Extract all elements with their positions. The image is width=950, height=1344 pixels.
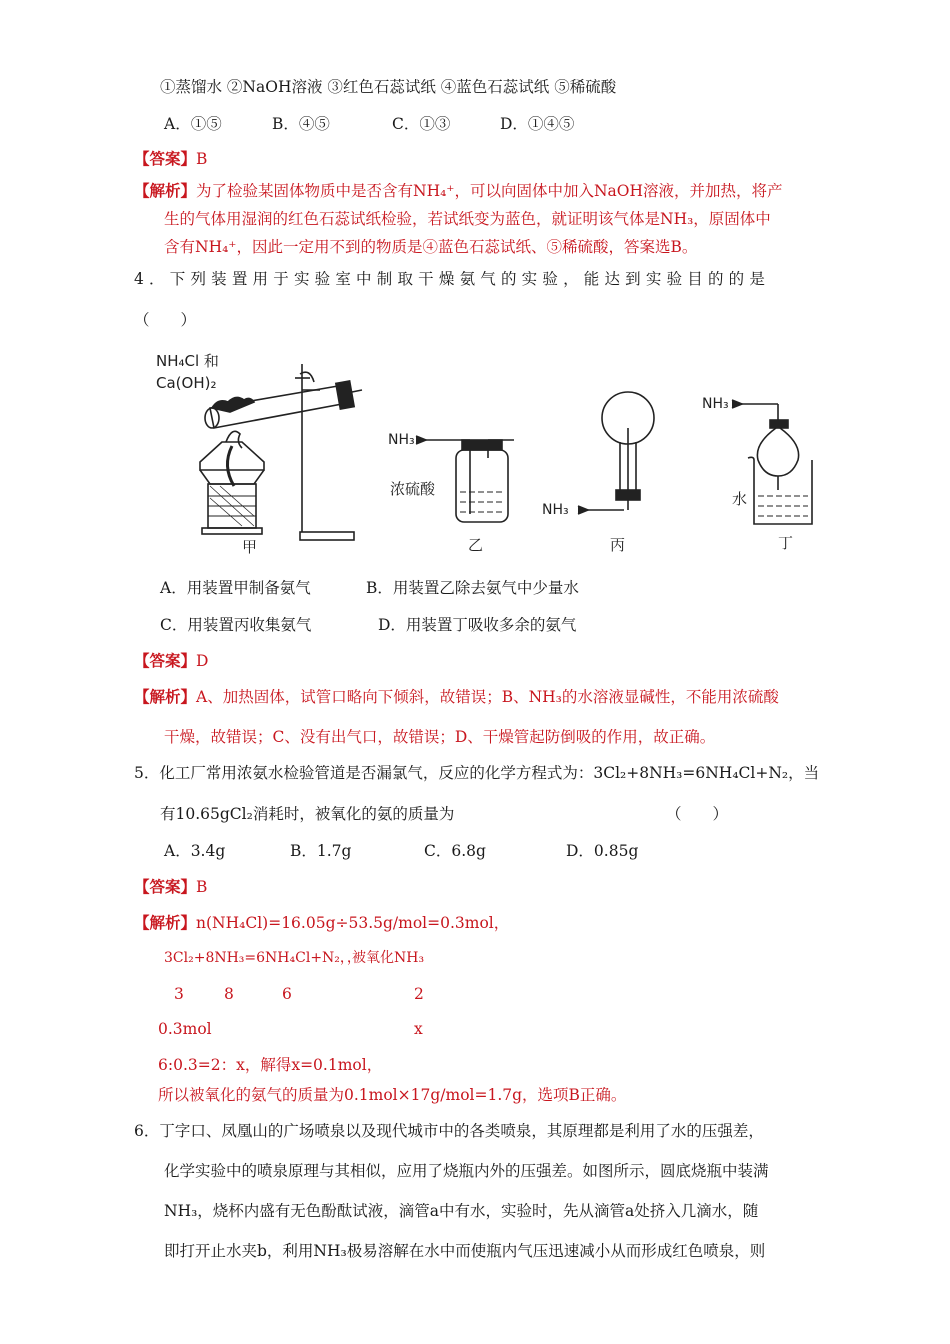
analysis-text: 为了检验某固体物质中是否含有NH₄⁺，可以向固体中加入NaOH溶液，并加热，将产 xyxy=(196,182,783,200)
q5-option-c: C．6.8g xyxy=(424,842,486,860)
q5-stem-line-2: 有10.65gCl₂消耗时，被氧化的氨的质量为 xyxy=(160,805,455,823)
q5-analysis-line-1 xyxy=(134,912,509,934)
q6-line-2: 化学实验中的喷泉原理与其相似，应用了烧瓶内外的压强差。如图所示，圆底烧瓶中装满 xyxy=(164,1162,769,1180)
q5-option-b: B．1.7g xyxy=(290,842,352,860)
jia-label: 甲 xyxy=(242,538,258,556)
answer-label: 【答案】 xyxy=(134,651,197,670)
ding-gas-label: NH₃ xyxy=(702,396,729,412)
q3-analysis-line-3: 含有NH₄⁺，因此一定用不到的物质是④蓝色石蕊试纸、⑤稀硫酸，答案选B。 xyxy=(164,238,698,256)
q3-analysis-line-2: 生的气体用湿润的红色石蕊试纸检验，若试纸变为蓝色，就证明该气体是NH₃，原固体中 xyxy=(164,210,771,228)
q5-unknown: x xyxy=(414,1020,423,1038)
jia-reagent-label-2: Ca(OH)₂ xyxy=(156,374,217,392)
bing-label: 丙 xyxy=(610,536,626,554)
q4-paren: （ ） xyxy=(134,311,197,329)
analysis-text: A、加热固体，试管口略向下倾斜，故错误；B、NH₃的水溶液显碱性，不能用浓硫酸 xyxy=(196,688,779,706)
answer-label: 【答案】 xyxy=(134,877,197,896)
q5-equation-label: 被氧化NH₃ xyxy=(352,950,425,966)
apparatus-figure xyxy=(150,346,830,556)
bing-gas-label: NH₃ xyxy=(542,502,569,518)
q4-option-a: A．用装置甲制备氨气 xyxy=(160,579,311,597)
q4-analysis-line-2: 干燥，故错误；C、没有出气口，故错误；D、干燥管起防倒吸的作用，故正确。 xyxy=(164,728,716,746)
q5-given: 0.3mol xyxy=(158,1020,212,1038)
q5-ratio: 6:0.3=2：x，解得x=0.1mol， xyxy=(158,1056,383,1074)
yi-bottle xyxy=(456,450,508,522)
answer-label: 【答案】 xyxy=(134,149,197,168)
q4-option-c: C．用装置丙收集氨气 xyxy=(160,616,312,634)
q5-coef-oxidized: 2 xyxy=(414,985,424,1003)
q3-option-b: B．④⑤ xyxy=(272,115,330,133)
answer-value: D xyxy=(196,652,209,670)
q5-answer xyxy=(134,876,207,898)
analysis-text: n(NH₄Cl)=16.05g÷53.5g/mol=0.3mol， xyxy=(196,914,510,932)
q3-option-d: D．①④⑤ xyxy=(500,115,575,133)
q3-items: ①蒸馏水 ②NaOH溶液 ③红色石蕊试纸 ④蓝色石蕊试纸 ⑤稀硫酸 xyxy=(160,78,617,96)
yi-gas-label: NH₃ xyxy=(388,432,415,448)
q5-option-a: A．3.4g xyxy=(164,842,226,860)
analysis-label: 【解析】 xyxy=(134,913,197,932)
q3-analysis-line-1 xyxy=(134,180,783,202)
ding-label: 丁 xyxy=(778,534,794,552)
q5-option-d: D．0.85g xyxy=(566,842,639,860)
yi-label: 乙 xyxy=(468,536,484,554)
q3-answer xyxy=(134,148,207,170)
q6-line-4: 即打开止水夹b，利用NH₃极易溶解在水中而使瓶内气压迅速减小从而形成红色喷泉，则 xyxy=(164,1242,766,1260)
q3-option-c: C．①③ xyxy=(392,115,451,133)
analysis-label: 【解析】 xyxy=(134,181,197,200)
answer-value: B xyxy=(196,150,208,168)
q5-coef-cl2: 3 xyxy=(174,985,184,1003)
q5-coef-nh4cl: 6 xyxy=(282,985,292,1003)
analysis-label: 【解析】 xyxy=(134,687,197,706)
q4-option-d: D．用装置丁吸收多余的氨气 xyxy=(378,616,577,634)
q4-stem: 4．下列装置用于实验室中制取干燥氨气的实验，能达到实验目的的是 xyxy=(134,270,771,288)
q5-stem-line-1: 5．化工厂常用浓氨水检验管道是否漏氯气，反应的化学方程式为：3Cl₂+8NH₃=6NH₄Cl+N₂，当 xyxy=(134,764,820,782)
q6-line-3: NH₃，烧杯内盛有无色酚酞试液，滴管a中有水，实验时，先从滴管a处挤入几滴水，随 xyxy=(164,1202,759,1220)
ding-drying-tube xyxy=(757,428,798,476)
q3-option-a: A．①⑤ xyxy=(164,115,222,133)
yi-liquid-label: 浓硫酸 xyxy=(390,480,436,498)
jia-reagent-label-1: NH₄Cl 和 xyxy=(156,352,219,370)
q4-analysis-line-1 xyxy=(134,686,779,708)
answer-value: B xyxy=(196,878,208,896)
q4-answer xyxy=(134,650,208,672)
q5-coef-nh3: 8 xyxy=(224,985,234,1003)
jia-stand-base xyxy=(300,532,354,540)
q5-conclusion: 所以被氧化的氨气的质量为0.1mol×17g/mol=1.7g，选项B正确。 xyxy=(158,1086,627,1104)
q5-paren: （ ） xyxy=(666,805,729,823)
ding-liquid-label: 水 xyxy=(732,490,748,508)
q4-option-b: B．用装置乙除去氨气中少量水 xyxy=(366,579,579,597)
q5-equation: 3Cl₂+8NH₃=6NH₄Cl+N₂，， xyxy=(164,950,361,966)
q6-line-1: 6．丁字口、凤凰山的广场喷泉以及现代城市中的各类喷泉，其原理都是利用了水的压强差， xyxy=(134,1122,764,1140)
